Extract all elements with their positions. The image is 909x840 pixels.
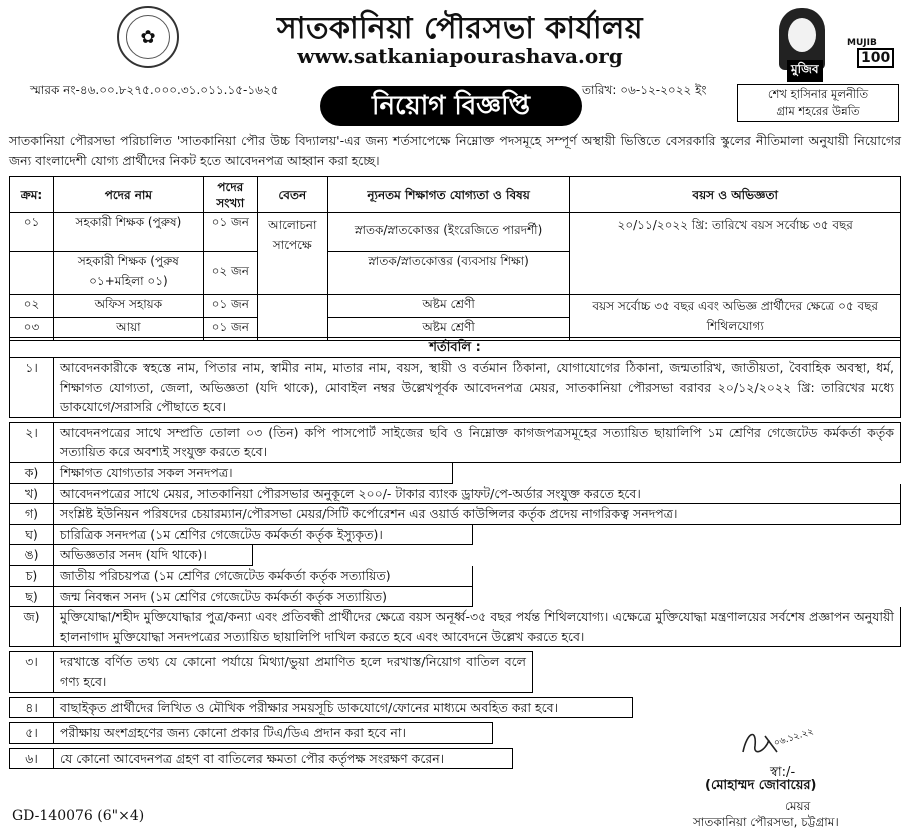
header-post: পদের নাম bbox=[53, 177, 203, 213]
memo-number: স্মারক নং-৪৬.০০.৮২৭৫.০০০.৩১.০১১.১৫-১৬২৫ bbox=[30, 83, 279, 97]
condition-item bbox=[9, 504, 901, 525]
condition-item bbox=[9, 545, 901, 566]
condition-text: জন্ম নিবন্ধন সনদ (১ম শ্রেণির গেজেটেড কর্মকর্তা কর্তৃক সত্যায়িত) bbox=[53, 587, 473, 608]
slogan-box bbox=[737, 84, 899, 122]
cell-post: অফিস সহায়ক bbox=[53, 295, 203, 318]
logo-emblem-icon: ✿ bbox=[126, 15, 170, 59]
condition-item bbox=[9, 607, 901, 647]
condition-text: পরীক্ষায় অংশগ্রহণের জন্য কোনো প্রকার টিএ/ডিএ প্রদান করা হবে না। bbox=[53, 722, 493, 744]
cell-age-staff: বয়স সর্বোচ্চ ৩৫ বছর এবং অভিজ্ঞ প্রার্থীদের ক্ষেত্রে ০৫ বছর শিথিলযোগ্য bbox=[570, 295, 901, 341]
header-count: পদের সংখ্যা bbox=[203, 177, 257, 213]
signer-organization: সাতকানিয়া পৌরসভা, চট্টগ্রাম। bbox=[693, 815, 839, 829]
signature-label: স্বা:/- bbox=[770, 765, 796, 780]
mujib-year: 100 bbox=[857, 48, 894, 68]
header-qualification: ন্যূনতম শিক্ষাগত যোগ্যতা ও বিষয় bbox=[327, 177, 570, 213]
cell-count: ০১ জন bbox=[203, 213, 257, 252]
header-serial: ক্রম: bbox=[10, 177, 54, 213]
condition-text: আবেদনকারীকে স্বহস্তে নাম, পিতার নাম, স্বামীর নাম, মাতার নাম, বয়স, স্থায়ী ও বর্তমান ঠিকানা, যোগাযোগের ঠিকানা, জন্মতারিখ, জাতীয়তা, বৈবাহিক অবস্থা, ধর্ম, শিক্ষাগত যোগ্যতা, জেলা, অভিজ্ঞতা (যদি থাকে), মোবাইল নম্বর উল্লেখপূর্বক আবেদনপত্র মেয়র, সাতকানিয়া পৌরসভা বরাবর ২০/১২/২০২২ খ্রি: তারিখের মধ্যে ডাকযোগে/সরাসরি পৌছাতে হবে। bbox=[53, 357, 901, 418]
cell-count: ০১ জন bbox=[203, 295, 257, 318]
condition-text: যে কোনো আবেদনপত্র গ্রহণ বা বাতিলের ক্ষমতা পৌর কর্তৃপক্ষ সংরক্ষণ করেন। bbox=[53, 748, 513, 770]
cell-qualification: স্নাতক/স্নাতকোত্তর (ইংরেজিতে পারদর্শী) bbox=[327, 213, 570, 252]
conditions-list bbox=[9, 357, 901, 769]
intro-paragraph: সাতকানিয়া পৌরসভা পরিচালিত 'সাতকানিয়া পৌর উচ্চ বিদ্যালয়'-এর জন্য শর্তসাপেক্ষে নিম্নোক্ত পদসমূহে সম্পূর্ণ অস্থায়ী ভিত্তিতে বেসরকারি স্কুলের নীতিমালা অনুযায়ী নিয়োগের জন্য বাংলাদেশী যোগ্য প্রার্থীদের নিকট হতে আবেদনপত্র আহ্বান করা হচ্ছে। bbox=[9, 133, 901, 168]
table-row bbox=[10, 295, 901, 318]
condition-number: ৫। bbox=[9, 722, 53, 744]
gd-number: GD-140076 (6"×4) bbox=[12, 808, 145, 824]
condition-item bbox=[9, 357, 901, 418]
condition-number: ১। bbox=[9, 357, 53, 418]
signer-title: মেয়র bbox=[785, 799, 811, 813]
signature-date: ০৬.১২.২২ bbox=[772, 726, 815, 749]
cell-count: ০১ জন bbox=[203, 318, 257, 341]
cell-serial bbox=[10, 252, 54, 295]
condition-number: ঙ) bbox=[9, 545, 53, 566]
condition-text: বাছাইকৃত প্রার্থীদের লিখিত ও মৌখিক পরীক্ষার সময়সূচি ডাকযোগে/ফোনের মাধ্যমে অবহিত করা হবে। bbox=[53, 697, 633, 719]
condition-text: শিক্ষাগত যোগ্যতার সকল সনদপত্র। bbox=[53, 463, 453, 484]
mujib-en-label: MUJIB bbox=[847, 38, 877, 48]
condition-item bbox=[9, 525, 901, 546]
cell-salary: আলোচনা সাপেক্ষে bbox=[257, 213, 327, 295]
cell-post: সহকারী শিক্ষক (পুরুষ ০১+মহিলা ০১) bbox=[53, 252, 203, 295]
positions-table bbox=[9, 176, 901, 341]
mujib-100-logo bbox=[737, 8, 899, 84]
cell-serial: ০২ bbox=[10, 295, 54, 318]
condition-text: মুক্তিযোদ্ধা/শহীদ মুক্তিযোদ্ধার পুত্র/কন্যা এবং প্রতিবন্ধী প্রার্থীদের ক্ষেত্রে বয়স অনূর্ধ্ব-৩৫ বছর পর্যন্ত শিথিলযোগ্য। এক্ষেত্রে মুক্তিযোদ্ধা মন্ত্রণালয়ের সর্বশেষ প্রজ্ঞাপন অনুযায়ী হালনাগাদ মুক্তিযোদ্ধা সনদপত্রের সত্যায়িত ছায়ালিপি দাখিল করতে হবে এবং আবেদনে উল্লেখ করতে হবে। bbox=[53, 607, 901, 647]
header-age: বয়স ও অভিজ্ঞতা bbox=[570, 177, 901, 213]
cell-post: সহকারী শিক্ষক (পুরুষ) bbox=[53, 213, 203, 252]
condition-number: খ) bbox=[9, 484, 53, 505]
cell-qualification: অষ্টম শ্রেণী bbox=[327, 318, 570, 341]
signature-scribble bbox=[735, 722, 815, 762]
condition-text: আবেদনপত্রের সাথে মেয়র, সাতকানিয়া পৌরসভার অনুকূলে ২০০/- টাকার ব্যাংক ড্রাফট/পে-অর্ডার সংযুক্ত করতে হবে। bbox=[53, 484, 901, 505]
cell-salary-empty bbox=[257, 295, 327, 341]
website-link[interactable]: www.satkaniapourashava.org bbox=[297, 44, 623, 68]
condition-item bbox=[9, 566, 901, 587]
cell-serial: ০৩ bbox=[10, 318, 54, 341]
condition-text: দরখাস্তে বর্ণিত তথ্য যে কোনো পর্যায়ে মিথ্যা/ভুয়া প্রমাণিত হলে দরখাস্ত/নিয়োগ বাতিল বলে গণ্য হবে। bbox=[53, 651, 533, 692]
cell-count: ০২ জন bbox=[203, 252, 257, 295]
condition-item bbox=[9, 463, 901, 484]
conditions-title: শর্তাবলি : bbox=[9, 337, 901, 357]
condition-number: ৪। bbox=[9, 697, 53, 719]
condition-number: গ) bbox=[9, 504, 53, 525]
notice-date: তারিখ: ০৬-১২-২০২২ ইং bbox=[582, 83, 707, 97]
cell-age-teacher: ২০/১১/২০২২ খ্রি: তারিখে বয়স সর্বোচ্চ ৩৫ বছর bbox=[570, 213, 901, 295]
header-salary: বেতন bbox=[257, 177, 327, 213]
slogan-line-1: শেখ হাসিনার মূলনীতি bbox=[767, 87, 869, 101]
condition-item bbox=[9, 651, 901, 692]
cell-qualification: অষ্টম শ্রেণী bbox=[327, 295, 570, 318]
condition-text: জাতীয় পরিচয়পত্র (১ম শ্রেণির গেজেটেড কর্মকর্তা কর্তৃক সত্যায়িত) bbox=[53, 566, 473, 587]
condition-item bbox=[9, 697, 901, 719]
condition-text: সংশ্লিষ্ট ইউনিয়ন পরিষদের চেয়ারম্যান/পৌরসভা মেয়র/সিটি কর্পোরেশন এর ওয়ার্ড কাউন্সিলর কর্তৃক প্রদেয় নাগরিকত্ব সনদপত্র। bbox=[53, 504, 901, 525]
condition-number: ছ) bbox=[9, 587, 53, 608]
condition-item bbox=[9, 484, 901, 505]
condition-item bbox=[9, 587, 901, 608]
municipality-logo bbox=[117, 6, 179, 68]
cell-qualification: স্নাতক/স্নাতকোত্তর (ব্যবসায় শিক্ষা) bbox=[327, 252, 570, 295]
table-row bbox=[10, 213, 901, 252]
condition-number: জ) bbox=[9, 607, 53, 647]
cell-post: আয়া bbox=[53, 318, 203, 341]
condition-number: ঘ) bbox=[9, 525, 53, 546]
condition-text: চারিত্রিক সনদপত্র (১ম শ্রেণির গেজেটেড কর্মকর্তা কর্তৃক ইস্যুকৃত)। bbox=[53, 525, 473, 546]
cell-serial: ০১ bbox=[10, 213, 54, 252]
condition-item bbox=[9, 422, 901, 463]
condition-number: ২। bbox=[9, 422, 53, 463]
office-title: সাতকানিয়া পৌরসভা কার্যালয় bbox=[276, 11, 644, 46]
condition-text: অভিজ্ঞতার সনদ (যদি থাকে)। bbox=[53, 545, 253, 566]
condition-text: আবেদনপত্রের সাথে সম্প্রতি তোলা ০৩ (তিন) কপি পাসপোর্ট সাইজের ছবি ও নিম্নোক্ত কাগজপত্রসমূহের সত্যায়িত ছায়ালিপি ১ম শ্রেণির গেজেটেড কর্মকর্তা কর্তৃক সত্যায়িত করে অবশ্যই সংযুক্ত করতে হবে। bbox=[53, 422, 901, 463]
condition-number: ৬। bbox=[9, 748, 53, 770]
slogan-line-2: গ্রাম শহরের উন্নতি bbox=[776, 104, 860, 118]
signer-name: (মোহাম্মদ জোবায়ের) bbox=[705, 778, 817, 793]
mujib-label: মুজিব bbox=[787, 60, 823, 82]
condition-number: ৩। bbox=[9, 651, 53, 692]
table-header-row bbox=[10, 177, 901, 213]
notice-title: নিয়োগ বিজ্ঞপ্তি bbox=[320, 86, 582, 126]
condition-number: ক) bbox=[9, 463, 53, 484]
condition-number: চ) bbox=[9, 566, 53, 587]
